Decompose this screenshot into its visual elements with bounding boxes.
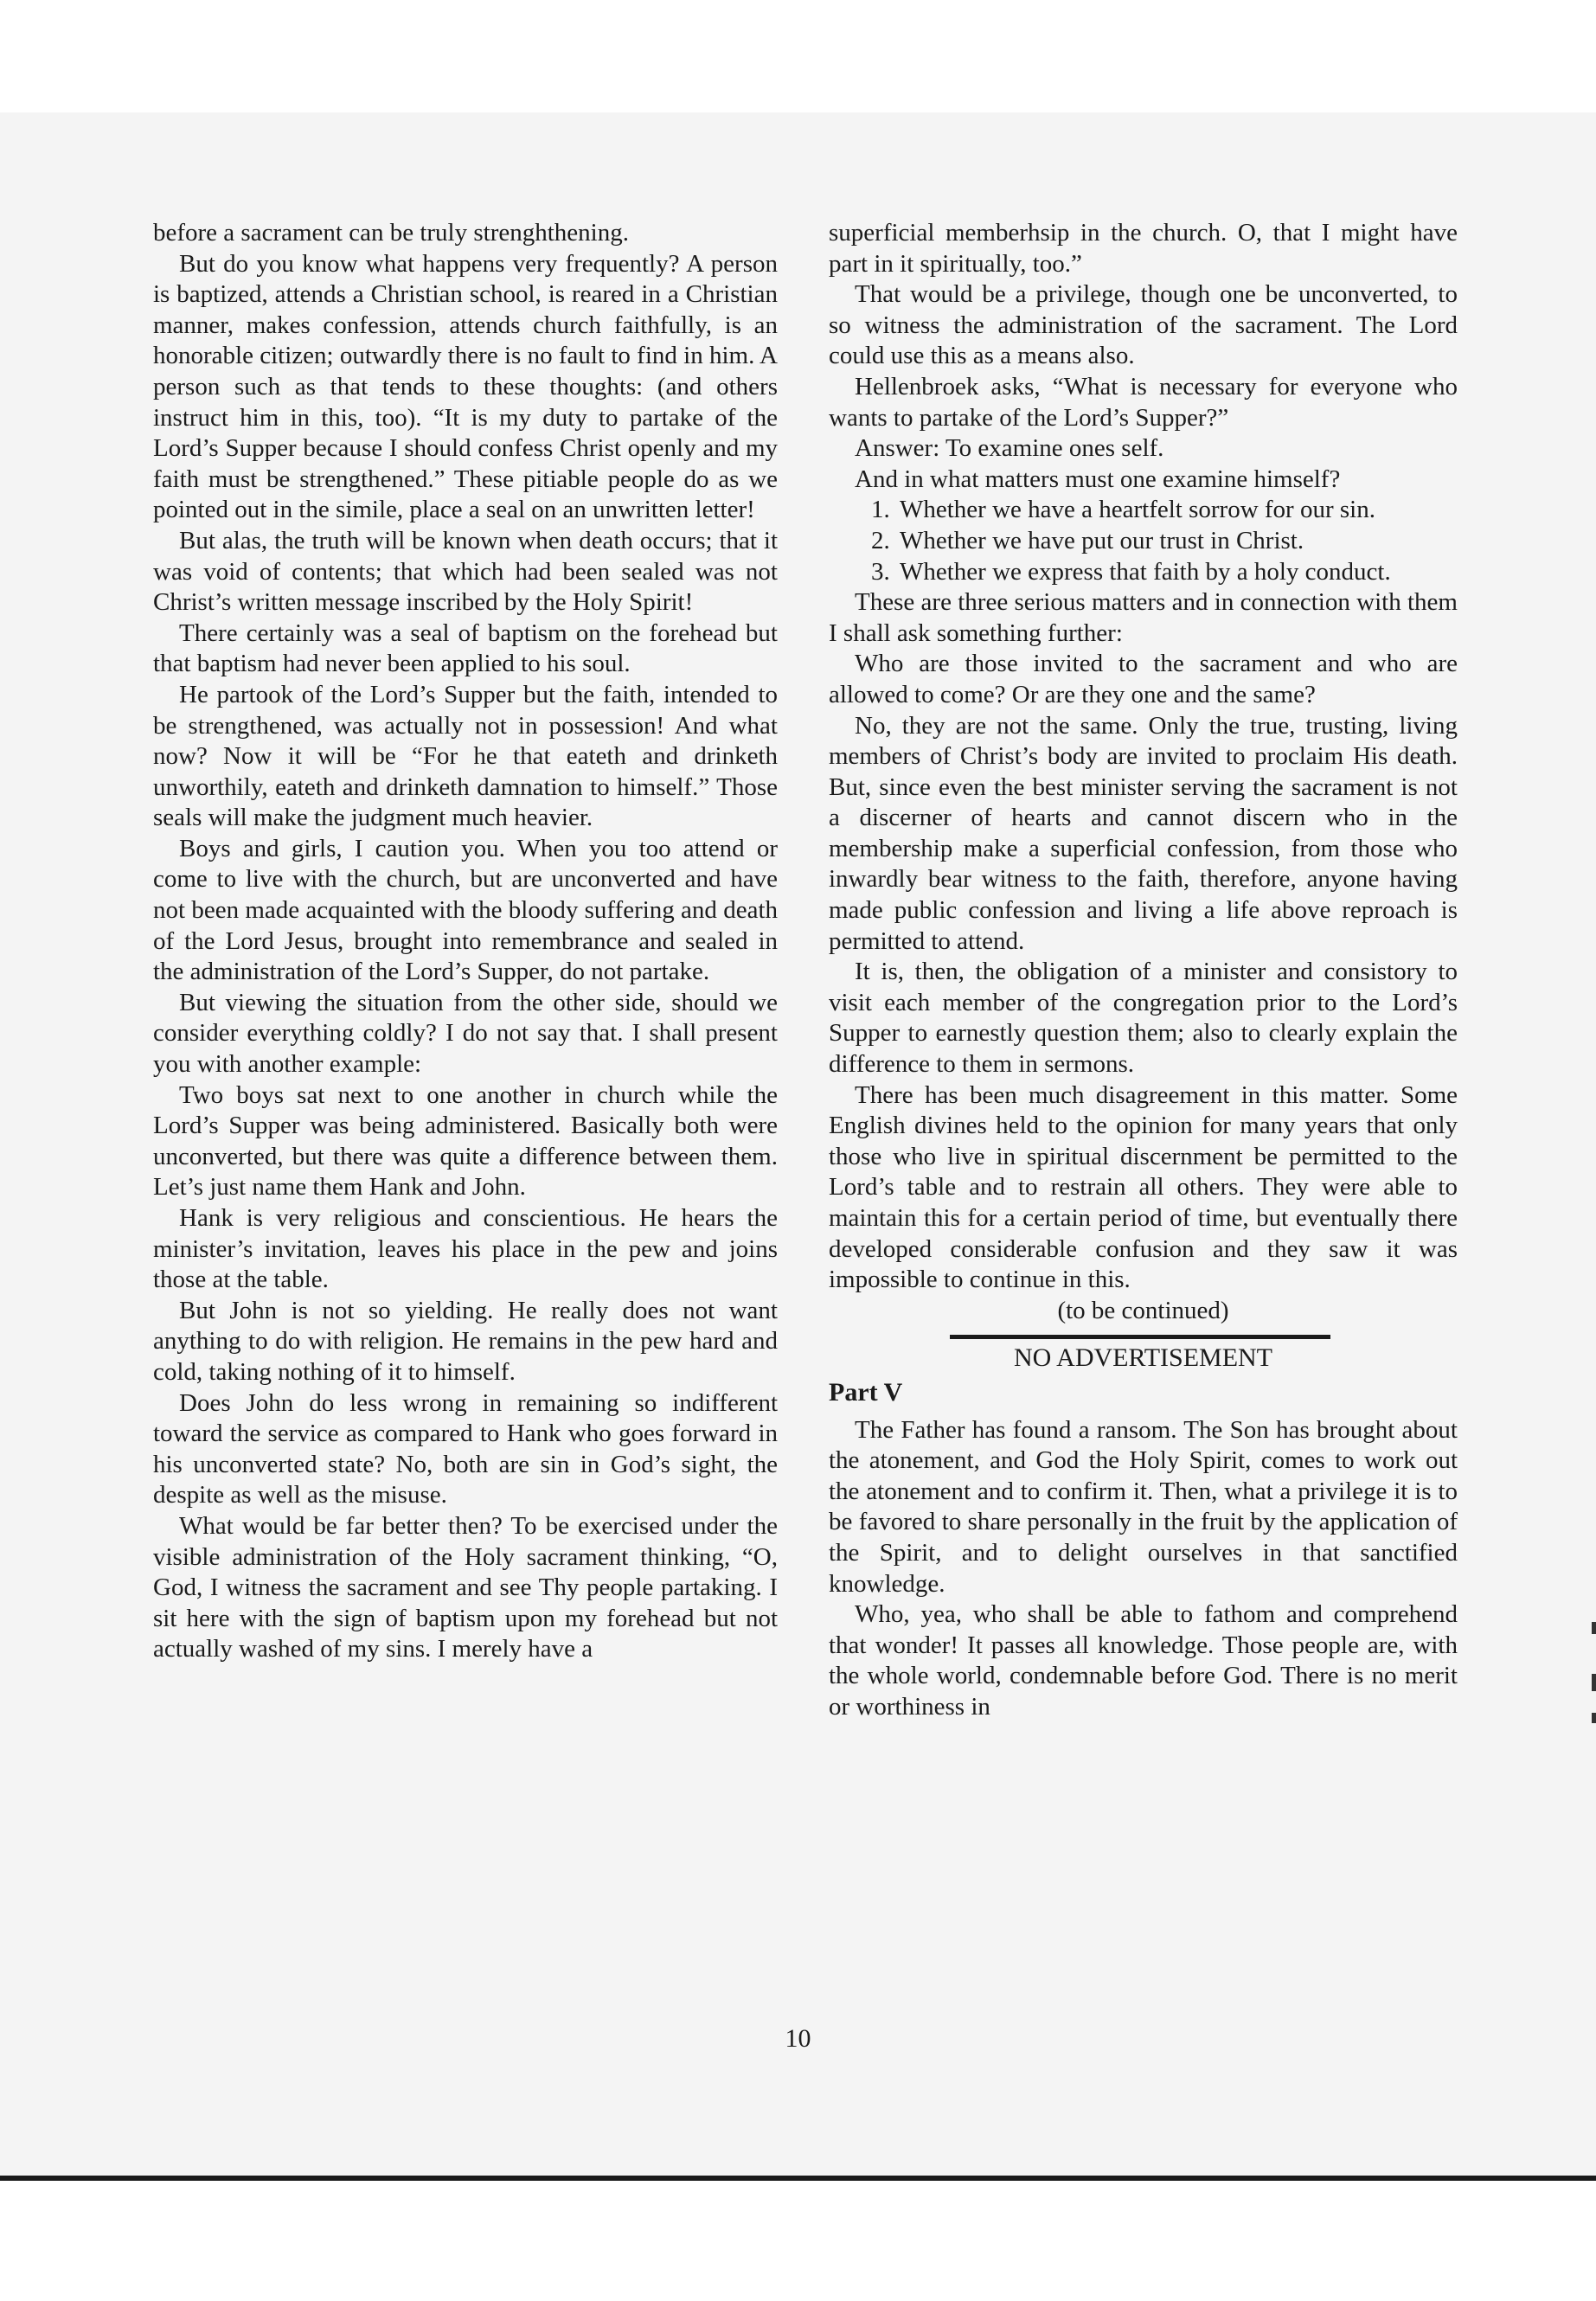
paragraph: But viewing the situation from the other side, should we consider everything coldly? I do not say that. I shall present you with another example: bbox=[153, 988, 778, 1079]
paragraph: Who, yea, who shall be able to fathom and comprehend that wonder! It passes all knowledge. Those people are, with the whole world, condemnable before God. There is no merit or worthiness in bbox=[829, 1600, 1458, 1721]
paragraph: Hank is very religious and conscientious. He hears the minister’s invitation, leaves his place in the pew and joins those at the table. bbox=[153, 1204, 778, 1294]
scan-mark bbox=[1592, 1622, 1596, 1634]
scan-top-margin bbox=[0, 0, 1596, 112]
scan-mark bbox=[1592, 1674, 1596, 1691]
list-item: 1. Whether we have a heartfelt sorrow for our sin. bbox=[896, 495, 1458, 526]
page-number: 10 bbox=[785, 2024, 811, 2053]
section-divider bbox=[950, 1335, 1330, 1339]
paragraph: Two boys sat next to one another in church while the Lord’s Supper was being administered. Basically both were unconverted, but there was quite a difference between them. Let’s just name them Hank and John. bbox=[153, 1080, 778, 1202]
paragraph: These are three serious matters and in connection with them I shall ask something further: bbox=[829, 588, 1458, 647]
right-column bbox=[829, 218, 1458, 1723]
scan-mark bbox=[1592, 1713, 1596, 1723]
paragraph: That would be a privilege, though one be unconverted, to so witness the administration of the sacrament. The Lord could use this as a means also. bbox=[829, 280, 1458, 370]
paragraph: But John is not so yielding. He really does not want anything to do with religion. He remains in the pew hard and cold, taking nothing of it to himself. bbox=[153, 1296, 778, 1386]
paragraph: What would be far better then? To be exercised under the visible administration of the Holy sacrament thinking, “O, God, I witness the sacrament and see Thy people partaking. I sit here with the sign of baptism upon my forehead but not actually washed of my sins. I merely have a bbox=[153, 1511, 778, 1663]
left-column bbox=[153, 218, 778, 1665]
paragraph: No, they are not the same. Only the true, trusting, living members of Christ’s body are invited to proclaim His death. But, since even the best minister serving the sacrament is not a discerner of hearts and cannot discern who in the membership make a superficial confession, from those who inwardly bear witness to the faith, therefore, anyone having made public confession and living a life above reproach is permitted to attend. bbox=[829, 711, 1458, 955]
paragraph: Does John do less wrong in remaining so indifferent toward the service as compared to Hank who goes forward in his unconverted state? No, both are sin in God’s sight, the despite as well as the misuse. bbox=[153, 1388, 778, 1509]
scan-bottom-margin bbox=[0, 2181, 1596, 2301]
paragraph: before a sacrament can be truly strenghthening. bbox=[153, 219, 629, 247]
paragraph: And in what matters must one examine himself? bbox=[855, 465, 1341, 493]
paragraph: There has been much disagreement in this matter. Some English divines held to the opinion for many years that only those who live in spiritual discernment be permitted to the Lord’s table and to restrain all others. They were able to maintain this for a certain period of time, but eventually there developed considerable confusion and they saw it was impossible to continue in this. bbox=[829, 1080, 1458, 1294]
examination-list bbox=[829, 495, 1458, 587]
paragraph: The Father has found a ransom. The Son has brought about the atonement, and God the Holy Spirit, comes to work out the atonement and to confirm it. Then, what a privilege it is to be favored to share personally in the fruit by the application of the Spirit, and to delight ourselves in that sanctified knowledge. bbox=[829, 1415, 1458, 1598]
list-item: 2. Whether we have put our trust in Christ. bbox=[896, 526, 1458, 557]
paragraph: He partook of the Lord’s Supper but the faith, intended to be strengthened, was actually not in possession! And what now? Now it will be “For he that eateth and drinketh unworthily, eateth and drinketh damnation to himself.” Those seals will make the judgment much heavier. bbox=[153, 680, 778, 832]
section-heading: NO ADVERTISEMENT bbox=[1013, 1343, 1273, 1373]
to-be-continued: (to be continued) bbox=[1057, 1296, 1229, 1324]
paragraph: superficial memberhsip in the church. O, that I might have part in it spiritually, too.” bbox=[829, 219, 1458, 278]
paragraph: It is, then, the obligation of a minister and consistory to visit each member of the congregation prior to the Lord’s Supper to earnestly question them; also to clearly explain the difference to them in sermons. bbox=[829, 958, 1458, 1079]
paragraph: Answer: To examine ones self. bbox=[855, 434, 1164, 463]
paragraph: But do you know what happens very frequently? A person is baptized, attends a Christian school, is reared in a Christian manner, makes confession, attends church faithfully, is an honorable citizen; outwardly there is no fault to find in him. A person such as that tends to these thoughts: (and others instruct him in this, too). “It is my duty to partake of the Lord’s Supper because I should confess Christ openly and my faith must be strengthened.” These pitiable people do as we pointed out in the simile, place a seal on an unwritten letter! bbox=[153, 249, 778, 524]
part-label: Part V bbox=[829, 1377, 903, 1407]
list-item: 3. Whether we express that faith by a holy conduct. bbox=[896, 557, 1458, 588]
paragraph: There certainly was a seal of baptism on the forehead but that baptism had never been applied to his soul. bbox=[153, 619, 778, 678]
paragraph: Boys and girls, I caution you. When you too attend or come to live with the church, but are unconverted and have not been made acquainted with the bloody suffering and death of the Lord Jesus, brought into remembrance and sealed in the administration of the Lord’s Supper, do not partake. bbox=[153, 834, 778, 986]
paragraph: But alas, the truth will be known when death occurs; that it was void of contents; that which had been sealed was not Christ’s written message inscribed by the Holy Spirit! bbox=[153, 526, 778, 617]
paragraph: Who are those invited to the sacrament and who are allowed to come? Or are they one and the same? bbox=[829, 650, 1458, 708]
paragraph: Hellenbroek asks, “What is necessary for everyone who wants to partake of the Lord’s Supper?” bbox=[829, 372, 1458, 432]
